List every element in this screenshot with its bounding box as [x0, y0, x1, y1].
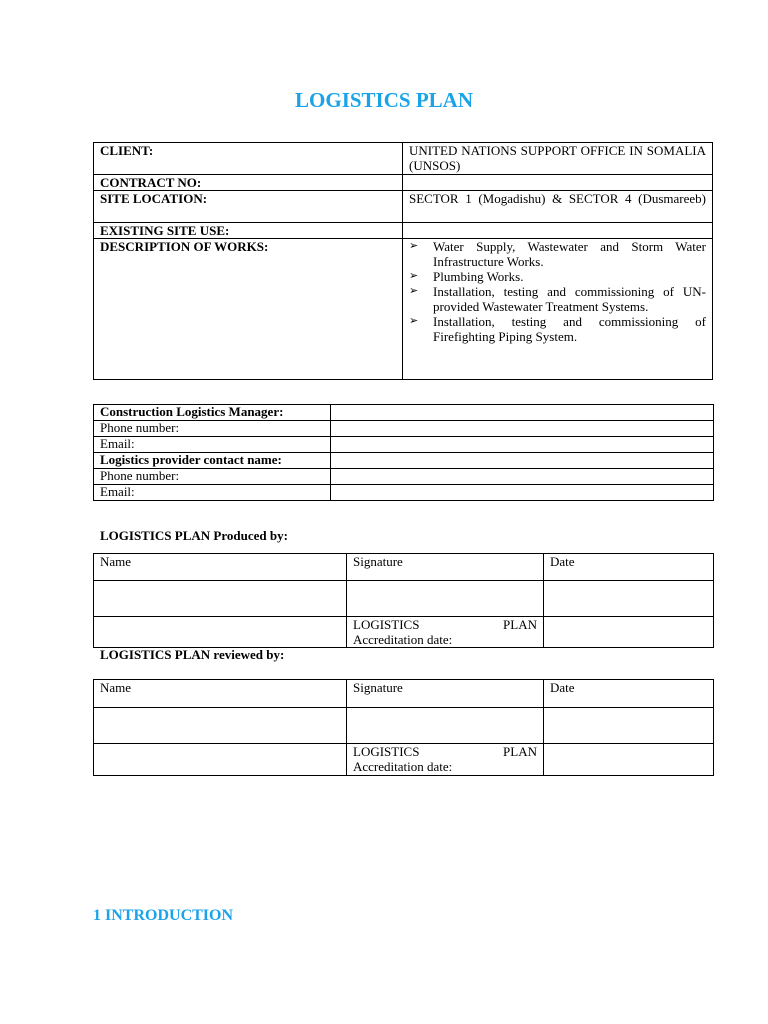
provider-email-label: Email: [94, 485, 331, 501]
date-header: Date [544, 680, 714, 708]
contract-value [403, 175, 713, 191]
table-row [94, 554, 714, 581]
empty-cell [94, 744, 347, 776]
name-header: Name [94, 680, 347, 708]
existing-site-use-label: EXISTING SITE USE: [94, 223, 403, 239]
client-row [94, 143, 713, 175]
manager-phone-label: Phone number: [94, 421, 331, 437]
table-row [94, 453, 714, 469]
empty-cell [94, 617, 347, 648]
contract-row [94, 175, 713, 191]
table-row [94, 469, 714, 485]
list-item: ➢ Water Supply, Wastewater and Storm Water Infrastructure Works. [409, 239, 706, 269]
signature-header: Signature [347, 680, 544, 708]
date-cell [544, 581, 714, 617]
provider-email-value [331, 485, 714, 501]
accreditation-cell: LOGISTICS PLAN Accreditation date: [347, 617, 544, 648]
arrow-bullet-icon: ➢ [409, 270, 419, 282]
document-title: LOGISTICS PLAN [295, 88, 473, 112]
arrow-bullet-icon: ➢ [409, 240, 419, 252]
accreditation-date-cell [544, 744, 714, 776]
contacts-table [93, 404, 714, 501]
arrow-bullet-icon: ➢ [409, 285, 419, 297]
provider-value [331, 453, 714, 469]
works-list [409, 239, 706, 344]
name-cell [94, 708, 347, 744]
date-header: Date [544, 554, 714, 581]
signature-cell [347, 708, 544, 744]
date-cell [544, 708, 714, 744]
site-location-row [94, 191, 713, 223]
existing-site-use-value [403, 223, 713, 239]
table-row [94, 617, 714, 648]
signature-header: Signature [347, 554, 544, 581]
signature-cell [347, 581, 544, 617]
provider-phone-label: Phone number: [94, 469, 331, 485]
site-location-value: SECTOR 1 (Mogadishu) & SECTOR 4 (Dusmareeb) [403, 191, 713, 223]
provider-phone-value [331, 469, 714, 485]
table-row [94, 744, 714, 776]
manager-phone-value [331, 421, 714, 437]
provider-label: Logistics provider contact name: [94, 453, 331, 469]
works-row [94, 239, 713, 380]
manager-value [331, 405, 714, 421]
manager-label: Construction Logistics Manager: [94, 405, 331, 421]
project-info-table [93, 142, 713, 380]
arrow-bullet-icon: ➢ [409, 315, 419, 327]
produced-by-heading: LOGISTICS PLAN Produced by: [100, 528, 288, 543]
table-row [94, 680, 714, 708]
table-row [94, 437, 714, 453]
table-row [94, 708, 714, 744]
site-location-label: SITE LOCATION: [94, 191, 403, 223]
list-item: ➢ Plumbing Works. [409, 269, 524, 284]
section-heading-introduction: 1 INTRODUCTION [93, 907, 234, 924]
reviewed-by-table [93, 679, 714, 776]
manager-email-value [331, 437, 714, 453]
table-row [94, 421, 714, 437]
name-cell [94, 581, 347, 617]
client-value: UNITED NATIONS SUPPORT OFFICE IN SOMALIA (UNSOS) [403, 143, 713, 175]
table-row [94, 485, 714, 501]
list-item: ➢ Installation, testing and commissioning of UN-provided Wastewater Treatment Systems. [409, 284, 706, 314]
works-label: DESCRIPTION OF WORKS: [94, 239, 403, 380]
accreditation-cell: LOGISTICS PLAN Accreditation date: [347, 744, 544, 776]
reviewed-by-heading: LOGISTICS PLAN reviewed by: [100, 647, 285, 662]
accreditation-date-cell [544, 617, 714, 648]
table-row [94, 581, 714, 617]
produced-by-table [93, 553, 714, 648]
contract-label: CONTRACT NO: [94, 175, 403, 191]
name-header: Name [94, 554, 347, 581]
list-item: ➢ Installation, testing and commissioning of Firefighting Piping System. [409, 314, 706, 344]
table-row [94, 405, 714, 421]
client-label: CLIENT: [94, 143, 403, 175]
existing-site-use-row [94, 223, 713, 239]
works-value [403, 239, 713, 380]
manager-email-label: Email: [94, 437, 331, 453]
